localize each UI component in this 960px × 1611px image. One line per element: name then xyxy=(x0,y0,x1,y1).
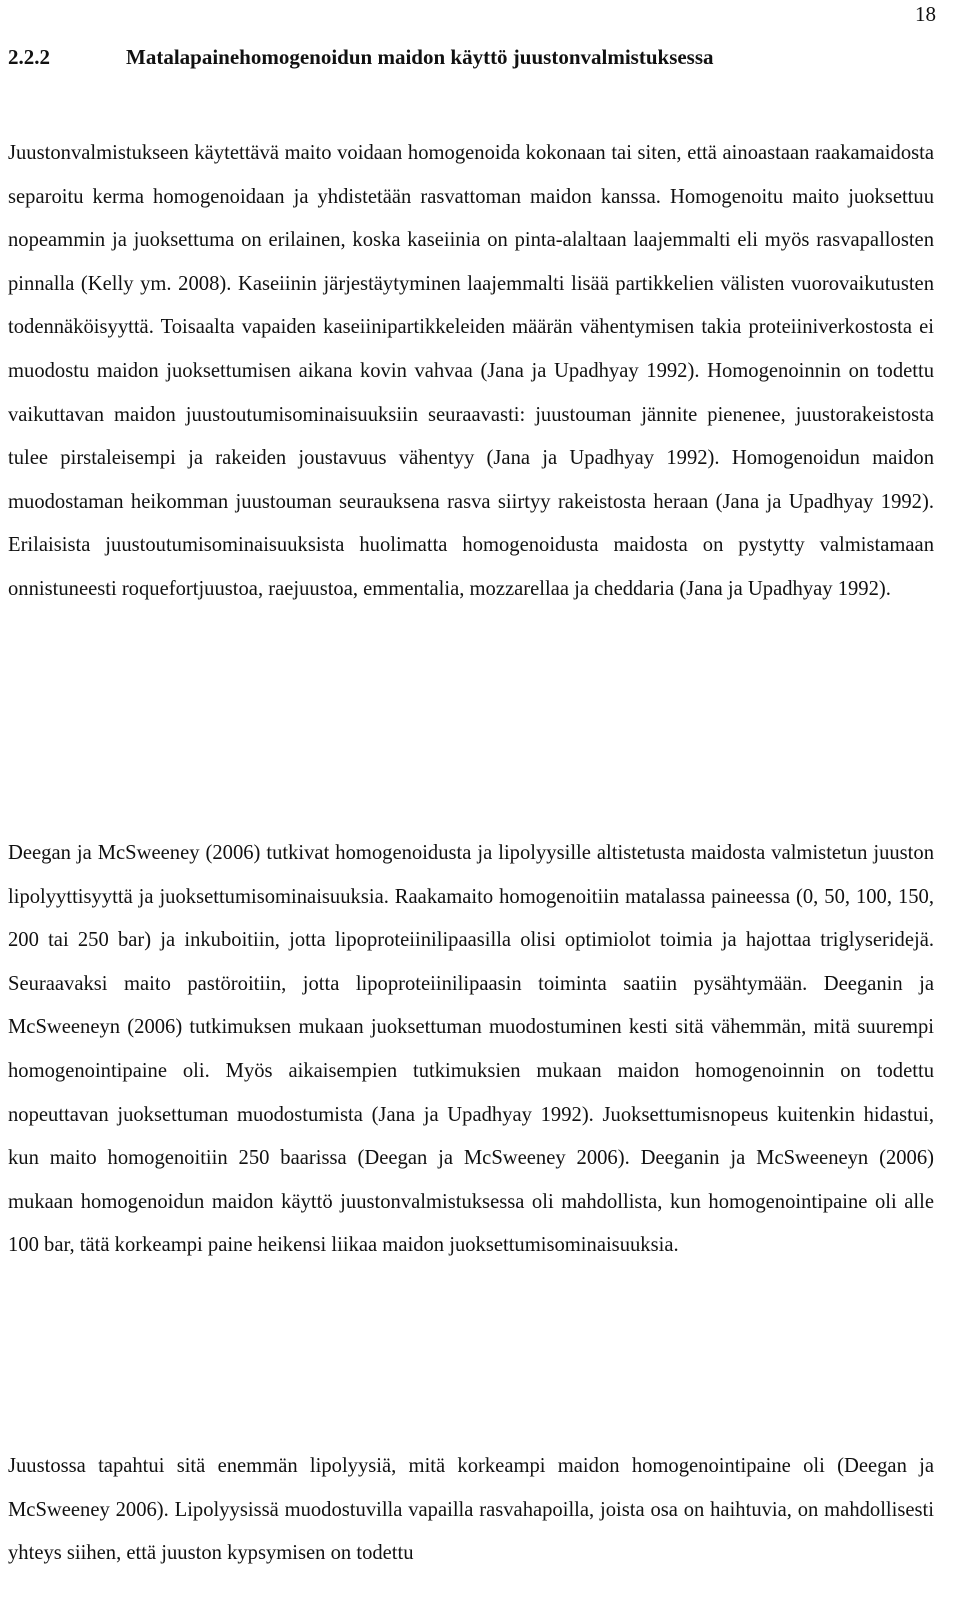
page-number: 18 xyxy=(915,2,936,26)
paragraph-homogenization-effects: Juustonvalmistukseen käytettävä maito voidaan homogenoida kokonaan tai siten, että ainoastaan raakamaidosta separoitu kerma homogenoidaan ja yhdistetään rasvattoman maidon kanssa. Homogenoitu maito juoksettuu nopeammin ja juoksettuma on erilainen, koska kaseiinia on pinta-alaltaan laajemmalti eli myös rasvapallosten pinnalla (Kelly ym. 2008). Kaseiinin järjestäytyminen laajemmalti lisää partikkelien välisten vuorovaikutusten todennäköisyyttä. Toisaalta vapaiden kaseiinipartikkeleiden määrän vähentymisen takia proteiiniverkostosta ei muodostu maidon juoksettumisen aikana kovin vahvaa (Jana ja Upadhyay 1992). Homogenoinnin on todettu vaikuttavan maidon juustoutumisominaisuuksiin seuraavasti: juustouman jännite pienenee, juustorakeistosta tulee pirstaleisempi ja rakeiden joustavuus vähentyy (Jana ja Upadhyay 1992). Homogenoidun maidon muodostaman heikomman juustouman seurauksena rasva siirtyy rakeistosta heraan (Jana ja Upadhyay 1992). Erilaisista juustoutumisominaisuuksista huolimatta homogenoidusta maidosta on pystytty valmistamaan onnistuneesti roquefortjuustoa, raejuustoa, emmentalia, mozzarellaa ja cheddaria (Jana ja Upadhyay 1992). xyxy=(8,142,934,600)
section-number: 2.2.2 xyxy=(8,45,50,69)
section-title: Matalapainehomogenoidun maidon käyttö juustonvalmistuksessa xyxy=(126,45,714,69)
paragraph-deegan-study: Deegan ja McSweeney (2006) tutkivat homogenoidusta ja lipolyysille altistetusta maidosta valmistetun juuston lipolyyttisyyttä ja juoksettumisominaisuuksia. Raakamaito homogenoitiin matalassa paineessa (0, 50, 100, 150, 200 tai 250 bar) ja inkuboitiin, jotta lipoproteiinilipaasilla olisi optimiolot toimia ja hajottaa triglyseridejä. Seuraavaksi maito pastöroitiin, jotta lipoproteiinilipaasin toiminta saatiin pysähtymään. Deeganin ja McSweeneyn (2006) tutkimuksen mukaan juoksettuman muodostuminen kesti sitä vähemmän, mitä suurempi homogenointipaine oli. Myös aikaisempien tutkimuksien mukaan maidon homogenoinnin on todettu nopeuttavan juoksettuman muodostumista (Jana ja Upadhyay 1992). Juoksettumisnopeus kuitenkin hidastui, kun maito homogenoitiin 250 baarissa (Deegan ja McSweeney 2006). Deeganin ja McSweeneyn (2006) mukaan homogenoidun maidon käyttö juustonvalmistuksessa oli mahdollista, kun homogenointipaine oli alle 100 bar, tätä korkeampi paine heikensi liikaa maidon juoksettumisominaisuuksia. xyxy=(8,842,934,1257)
paragraph-lipolysis: Juustossa tapahtui sitä enemmän lipolyysiä, mitä korkeampi maidon homogenointipaine oli (Deegan ja McSweeney 2006). Lipolyysissä muodostuvilla vapailla rasvahapoilla, joista osa on haihtuvia, on mahdollisesti yhteys siihen, että juuston kypsymisen on todettu xyxy=(8,1455,934,1565)
section-heading xyxy=(8,42,928,72)
